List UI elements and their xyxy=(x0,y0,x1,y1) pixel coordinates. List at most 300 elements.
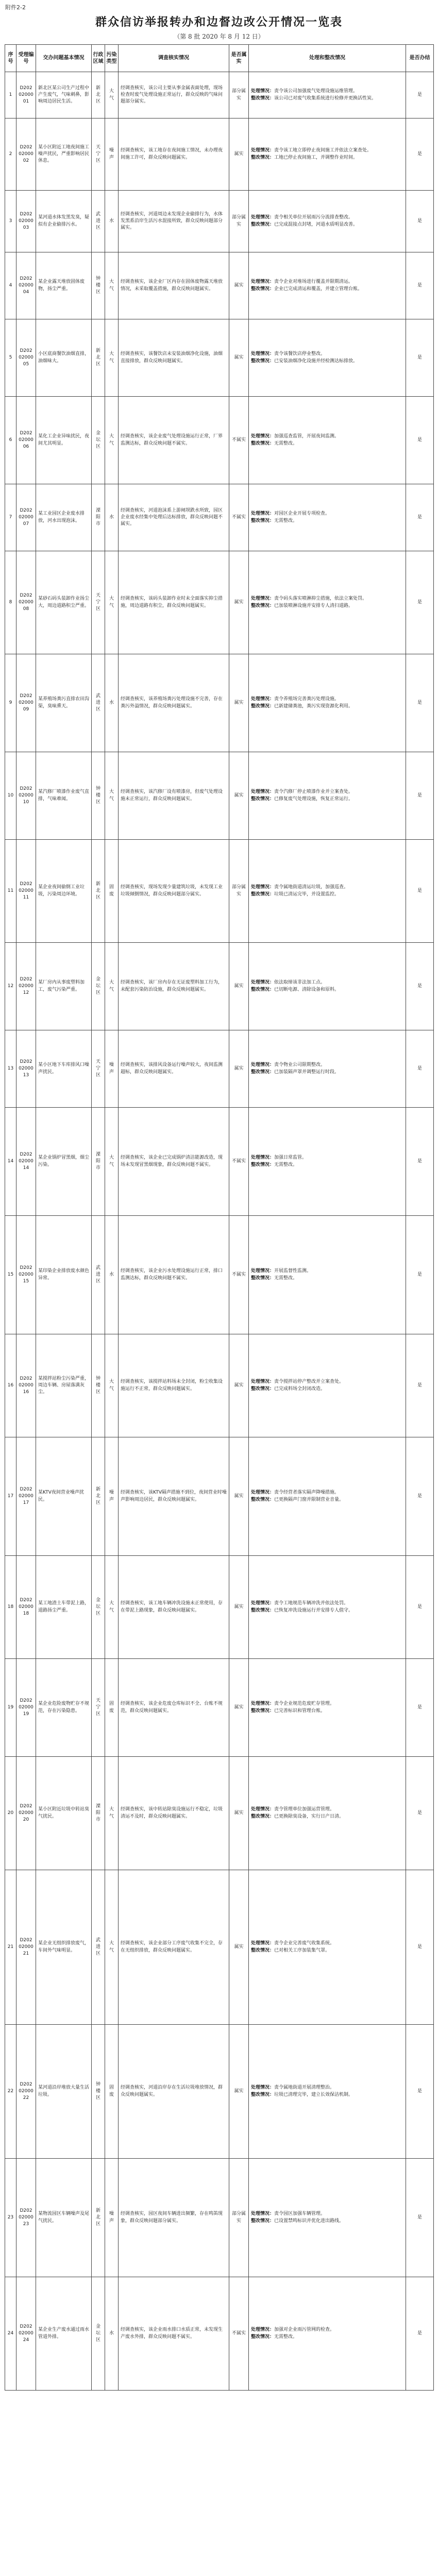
row-problem: 某河道水体发黑发臭，疑似有企业偷排污水。 xyxy=(36,191,92,252)
row-verdict: 部分属实 xyxy=(229,840,249,943)
row-type: 大气 xyxy=(105,752,119,840)
row-type: 固废 xyxy=(105,2025,119,2159)
handle-text: 责令工地规范车辆冲洗并依法处罚。 xyxy=(274,1601,349,1606)
petition-table xyxy=(5,44,434,2391)
handle-label: 处理情况： xyxy=(251,1062,275,1068)
rectify-label: 整改情况： xyxy=(251,358,275,364)
row-findings: 经调查核实，该餐饮店未安装油烟净化设施，油烟直接排放，群众反映问题属实。 xyxy=(119,319,229,397)
table-row xyxy=(5,654,434,752)
handle-label: 处理情况： xyxy=(251,279,275,285)
table-header xyxy=(5,45,434,72)
row-code: D2020200007 xyxy=(16,484,36,551)
row-verdict: 属实 xyxy=(229,1437,249,1556)
rectify-label: 整改情况： xyxy=(251,518,275,523)
rectify-label: 整改情况： xyxy=(251,1275,275,1281)
row-code: D2020200008 xyxy=(16,551,36,654)
table-row xyxy=(5,2277,434,2391)
row-problem: 某企业生产废水通过雨水管道外排。 xyxy=(36,2277,92,2391)
row-district: 新北区 xyxy=(92,840,105,943)
handle-label: 处理情况： xyxy=(251,1701,275,1707)
row-seq: 12 xyxy=(5,943,16,1030)
row-district: 金坛区 xyxy=(92,2277,105,2391)
row-district: 溧阳市 xyxy=(92,1108,105,1216)
row-code: D2020200004 xyxy=(16,252,36,319)
handle-label: 处理情况： xyxy=(251,1807,275,1812)
attachment-label: 附件2-2 xyxy=(5,4,26,11)
row-findings: 经调查核实，该码头装卸作业时未全面落实抑尘措施，周边道路有积尘，群众反映问题属实。 xyxy=(119,551,229,654)
rectify-label: 整改情况： xyxy=(251,1069,275,1075)
row-type: 水 xyxy=(105,191,119,252)
row-closed: 是 xyxy=(406,1334,434,1437)
row-type: 固废 xyxy=(105,1659,119,1757)
row-closed: 是 xyxy=(406,118,434,191)
table-row xyxy=(5,840,434,943)
row-district: 新北区 xyxy=(92,72,105,118)
handle-text: 加强日常监管。 xyxy=(274,1155,307,1161)
row-seq: 18 xyxy=(5,1556,16,1659)
handle-text: 依法取缔该非法加工点。 xyxy=(274,980,326,986)
handle-label: 处理情况： xyxy=(251,434,275,439)
rectify-label: 整改情况： xyxy=(251,95,275,101)
row-handling xyxy=(249,72,406,118)
row-findings: 经调查核实，该工地存在夜间施工情况，未办理夜间施工许可，群众反映问题属实。 xyxy=(119,118,229,191)
rectify-label: 整改情况： xyxy=(251,703,275,709)
row-handling xyxy=(249,943,406,1030)
row-seq: 24 xyxy=(5,2277,16,2391)
row-closed: 是 xyxy=(406,1108,434,1216)
rectify-label: 整改情况： xyxy=(251,1162,275,1167)
row-verdict: 不属实 xyxy=(229,397,249,484)
rectify-text: 该公司已对废气收集系统进行检修并更换活性炭。 xyxy=(274,95,377,101)
row-seq: 20 xyxy=(5,1757,16,1870)
row-type: 水 xyxy=(105,1216,119,1334)
rectify-label: 整改情况： xyxy=(251,2334,275,2340)
handle-label: 处理情况： xyxy=(251,697,275,702)
row-code: D2020200009 xyxy=(16,654,36,752)
row-type: 大气 xyxy=(105,1757,119,1870)
row-handling xyxy=(249,118,406,191)
handle-label: 处理情况： xyxy=(251,1268,275,1274)
header-verdict: 是否属实 xyxy=(229,45,249,72)
row-seq: 19 xyxy=(5,1659,16,1757)
table-row xyxy=(5,252,434,319)
rectify-text: 已切断电源、清除设备和原料。 xyxy=(274,987,340,992)
rectify-label: 整改情况： xyxy=(251,1814,275,1819)
row-type: 大气 xyxy=(105,1556,119,1659)
row-seq: 3 xyxy=(5,191,16,252)
row-type: 大气 xyxy=(105,1870,119,2025)
row-code: D2020200021 xyxy=(16,1870,36,2025)
handle-label: 处理情况： xyxy=(251,511,275,517)
row-type: 大气 xyxy=(105,551,119,654)
row-problem: 某化工企业异味扰民，夜间尤其明显。 xyxy=(36,397,92,484)
row-findings: 经调查核实，该排风设备运行噪声较大，夜间监测超标，群众反映问题属实。 xyxy=(119,1030,229,1108)
header-district: 行政区域 xyxy=(92,45,105,72)
table-row xyxy=(5,1437,434,1556)
handle-text: 责令物业公司限期整改。 xyxy=(274,1062,326,1068)
row-seq: 4 xyxy=(5,252,16,319)
row-verdict: 属实 xyxy=(229,319,249,397)
row-problem: 某河道沿岸堆放大量生活垃圾。 xyxy=(36,2025,92,2159)
row-findings: 经调查核实，现场发现少量建筑垃圾，未发现工业垃圾倾倒情况，群众反映问题部分属实。 xyxy=(119,840,229,943)
row-seq: 14 xyxy=(5,1108,16,1216)
table-row xyxy=(5,1216,434,1334)
table-row xyxy=(5,1757,434,1870)
row-handling xyxy=(249,2025,406,2159)
row-closed: 是 xyxy=(406,191,434,252)
row-verdict: 不属实 xyxy=(229,484,249,551)
table-row xyxy=(5,752,434,840)
row-code: D2020200011 xyxy=(16,840,36,943)
rectify-text: 无需整改。 xyxy=(274,518,298,523)
row-verdict: 属实 xyxy=(229,551,249,654)
row-findings: 经调查核实，该企业部分工序废气收集不完全，存在无组织排放，群众反映问题属实。 xyxy=(119,1870,229,2025)
row-verdict: 属实 xyxy=(229,654,249,752)
row-seq: 5 xyxy=(5,319,16,397)
table-row xyxy=(5,118,434,191)
rectify-label: 整改情况： xyxy=(251,1947,275,1953)
row-handling xyxy=(249,2159,406,2277)
row-handling xyxy=(249,1108,406,1216)
row-problem: 某物流园区车辆噪声及尾气扰民。 xyxy=(36,2159,92,2277)
row-problem: 某工地渣土车带泥上路，道路扬尘严重。 xyxy=(36,1556,92,1659)
row-seq: 2 xyxy=(5,118,16,191)
row-verdict: 属实 xyxy=(229,1030,249,1108)
row-findings: 经调查核实，该企业厂区内存在固体废物露天堆放情况，未采取覆盖措施，群众反映问题属实。 xyxy=(119,252,229,319)
row-district: 金坛区 xyxy=(92,1556,105,1659)
row-findings: 经调查核实，该企业雨水排口水质正常，未发现生产废水外排，群众反映问题不属实。 xyxy=(119,2277,229,2391)
header-closed: 是否办结 xyxy=(406,45,434,72)
handle-text: 开展监督性监测。 xyxy=(274,1268,312,1274)
row-problem: 某小区附近垃圾中转站臭气扰民。 xyxy=(36,1757,92,1870)
row-problem: 某企业锅炉冒黑烟，烟尘污染。 xyxy=(36,1108,92,1216)
row-verdict: 部分属实 xyxy=(229,191,249,252)
row-code: D2020200020 xyxy=(16,1757,36,1870)
rectify-text: 已加装喷淋设施并安排专人清扫道路。 xyxy=(274,603,353,608)
rectify-label: 整改情况： xyxy=(251,1386,275,1392)
handle-text: 责令属地街道清运垃圾，加强巡查。 xyxy=(274,885,349,890)
row-closed: 是 xyxy=(406,1216,434,1334)
row-problem: 某砂石码头装卸作业扬尘大，周边道路积尘严重。 xyxy=(36,551,92,654)
handle-label: 处理情况： xyxy=(251,1941,275,1946)
row-findings: 经调查核实，该KTV隔声措施不到位，夜间营业时噪声影响周边居民，群众反映问题属实。 xyxy=(119,1437,229,1556)
handle-label: 处理情况： xyxy=(251,215,275,221)
handle-text: 责令经营者落实隔声降噪措施。 xyxy=(274,1490,340,1496)
rectify-text: 工地已停止夜间施工，并调整作业时间。 xyxy=(274,155,358,160)
row-district: 武进区 xyxy=(92,1216,105,1334)
table-row xyxy=(5,397,434,484)
row-closed: 是 xyxy=(406,1870,434,2025)
row-code: D2020200003 xyxy=(16,191,36,252)
rectify-text: 已加装隔声罩并调整运行时段。 xyxy=(274,1069,340,1075)
handle-label: 处理情况： xyxy=(251,1490,275,1496)
rectify-text: 已新建储粪池，粪污实现资源化利用。 xyxy=(274,703,353,709)
row-handling xyxy=(249,319,406,397)
row-district: 武进区 xyxy=(92,191,105,252)
row-verdict: 属实 xyxy=(229,1334,249,1437)
rectify-text: 已恢复冲洗设施运行并安排专人值守。 xyxy=(274,1607,353,1613)
table-row xyxy=(5,1108,434,1216)
handle-label: 处理情况： xyxy=(251,789,275,795)
handle-text: 责令管理单位加强运营管理。 xyxy=(274,1807,335,1812)
row-type: 大气 xyxy=(105,252,119,319)
row-verdict: 不属实 xyxy=(229,2277,249,2391)
handle-label: 处理情况： xyxy=(251,596,275,602)
row-code: D2020200006 xyxy=(16,397,36,484)
rectify-label: 整改情况： xyxy=(251,987,275,992)
rectify-text: 已设置禁鸣标识并优化进出路线。 xyxy=(274,2218,344,2224)
row-district: 新北区 xyxy=(92,1437,105,1556)
row-seq: 15 xyxy=(5,1216,16,1334)
row-district: 溧阳市 xyxy=(92,1757,105,1870)
row-findings: 经调查核实，该搅拌站料场未全封闭，粉尘收集设施运行不正常，群众反映问题属实。 xyxy=(119,1334,229,1437)
row-closed: 是 xyxy=(406,484,434,551)
rectify-text: 已完成混接点封堵，河道水质明显改善。 xyxy=(274,222,358,227)
row-seq: 8 xyxy=(5,551,16,654)
row-closed: 是 xyxy=(406,2159,434,2277)
row-seq: 6 xyxy=(5,397,16,484)
handle-text: 责令码头落实喷淋抑尘措施，依法立案处罚。 xyxy=(274,596,367,602)
row-findings: 经调查核实，该企业污水处理设施运行正常，排口监测达标，群众反映问题不属实。 xyxy=(119,1216,229,1334)
header-seq: 序号 xyxy=(5,45,16,72)
handle-label: 处理情况： xyxy=(251,885,275,890)
row-findings: 经调查核实，该中转站除臭设施运行不稳定，垃圾清运不及时，群众反映问题属实。 xyxy=(119,1757,229,1870)
handle-text: 责令该公司加强废气处理设施运维管理。 xyxy=(274,89,358,94)
handle-label: 处理情况： xyxy=(251,1379,275,1385)
row-type: 水 xyxy=(105,2277,119,2391)
row-handling xyxy=(249,1437,406,1556)
header-code: 受理编号 xyxy=(16,45,36,72)
rectify-text: 已修复废气处理设施，恢复正常运行。 xyxy=(274,796,353,802)
row-handling xyxy=(249,1659,406,1757)
rectify-label: 整改情况： xyxy=(251,891,275,897)
row-problem: 某企业夜间偷倒工业垃圾，污染周边环境。 xyxy=(36,840,92,943)
row-handling xyxy=(249,752,406,840)
document-title: 群众信访举报转办和边督边改公开情况一览表 xyxy=(95,15,343,29)
table-row xyxy=(5,319,434,397)
row-district: 天宁区 xyxy=(92,551,105,654)
rectify-text: 已安装油烟净化设施并经检测达标排放。 xyxy=(274,358,358,364)
table-row xyxy=(5,484,434,551)
table-row xyxy=(5,2159,434,2277)
header-findings: 调查核实情况 xyxy=(119,45,229,72)
rectify-label: 整改情况： xyxy=(251,286,275,292)
handle-label: 处理情况： xyxy=(251,2211,275,2217)
row-type: 大气 xyxy=(105,943,119,1030)
handle-label: 处理情况： xyxy=(251,980,275,986)
row-findings: 经调查核实，该养殖场粪污处理设施不完善，存在粪污外溢情况，群众反映问题属实。 xyxy=(119,654,229,752)
row-problem: 某搅拌站粉尘污染严重，周边车辆、房屋落满灰尘。 xyxy=(36,1334,92,1437)
table-row xyxy=(5,551,434,654)
row-type: 大气 xyxy=(105,397,119,484)
row-verdict: 部分属实 xyxy=(229,72,249,118)
row-district: 钟楼区 xyxy=(92,752,105,840)
handle-text: 责令该工地立即停止夜间施工并依法立案查处。 xyxy=(274,148,372,154)
row-problem: 某厂房内从事废塑料加工，废气污染严重。 xyxy=(36,943,92,1030)
row-closed: 是 xyxy=(406,654,434,752)
row-verdict: 不属实 xyxy=(229,1216,249,1334)
row-type: 大气 xyxy=(105,1108,119,1216)
row-verdict: 属实 xyxy=(229,752,249,840)
handle-text: 责令养殖场完善粪污处理设施。 xyxy=(274,697,340,702)
row-seq: 21 xyxy=(5,1870,16,2025)
row-verdict: 属实 xyxy=(229,1556,249,1659)
rectify-label: 整改情况： xyxy=(251,222,275,227)
row-code: D2020200015 xyxy=(16,1216,36,1334)
table-row xyxy=(5,2025,434,2159)
row-problem: 小区底商餐饮油烟直排，油烟味大。 xyxy=(36,319,92,397)
row-type: 噪声 xyxy=(105,118,119,191)
row-closed: 是 xyxy=(406,2277,434,2391)
row-problem: 某工业园区企业废水排放，河水出现泡沫。 xyxy=(36,484,92,551)
handle-text: 责令园区加强车辆管理。 xyxy=(274,2211,326,2217)
row-closed: 是 xyxy=(406,943,434,1030)
header-row xyxy=(5,45,434,72)
row-problem: 新北区某公司生产过程中产生废气，气味刺鼻，影响周边居民生活。 xyxy=(36,72,92,118)
row-seq: 9 xyxy=(5,654,16,752)
rectify-text: 垃圾已清理完毕，建立长效保洁机制。 xyxy=(274,2092,353,2097)
row-closed: 是 xyxy=(406,252,434,319)
rectify-text: 企业已完成清运和覆盖，并建立管理台账。 xyxy=(274,286,363,292)
table-row xyxy=(5,943,434,1030)
handle-label: 处理情况： xyxy=(251,2327,275,2333)
rectify-text: 已更换隔声门窗并限制营业音量。 xyxy=(274,1497,344,1502)
row-code: D2020200023 xyxy=(16,2159,36,2277)
row-seq: 1 xyxy=(5,72,16,118)
handle-text: 加强对企业雨污管网的检查。 xyxy=(274,2327,335,2333)
row-code: D2020200010 xyxy=(16,752,36,840)
rectify-text: 已更换除臭设备，实行日产日清。 xyxy=(274,1814,344,1819)
row-type: 大气 xyxy=(105,1334,119,1437)
rectify-label: 整改情况： xyxy=(251,1497,275,1502)
rectify-label: 整改情况： xyxy=(251,155,275,160)
row-closed: 是 xyxy=(406,840,434,943)
rectify-text: 垃圾已清运完毕，并设置监控。 xyxy=(274,891,340,897)
row-problem: 某汽修厂喷漆作业废气直排，气味难闻。 xyxy=(36,752,92,840)
row-district: 金坛区 xyxy=(92,397,105,484)
row-findings: 经调查核实，该厂房内存在无证废塑料加工行为，未配套污染防治设施，群众反映问题属实。 xyxy=(119,943,229,1030)
row-closed: 是 xyxy=(406,1659,434,1757)
row-type: 大气 xyxy=(105,319,119,397)
row-code: D2020200018 xyxy=(16,1556,36,1659)
row-seq: 17 xyxy=(5,1437,16,1556)
row-code: D2020200005 xyxy=(16,319,36,397)
handle-text: 责令该餐饮店停业整改。 xyxy=(274,351,326,357)
rectify-text: 已完善标识和管理台账。 xyxy=(274,1708,326,1714)
table-row xyxy=(5,191,434,252)
row-code: D2020200001 xyxy=(16,72,36,118)
row-district: 钟楼区 xyxy=(92,252,105,319)
table-row xyxy=(5,1334,434,1437)
row-handling xyxy=(249,1030,406,1108)
handle-label: 处理情况： xyxy=(251,1601,275,1606)
row-closed: 是 xyxy=(406,319,434,397)
row-handling xyxy=(249,1757,406,1870)
row-findings: 经调查核实，该企业废气处理设施运行正常，厂界监测达标，群众反映问题不属实。 xyxy=(119,397,229,484)
rectify-label: 整改情况： xyxy=(251,603,275,608)
row-code: D2020200022 xyxy=(16,2025,36,2159)
row-findings: 经调查核实，该汽修厂设有喷漆房，但废气处理设施未正常运行，群众反映问题属实。 xyxy=(119,752,229,840)
handle-text: 责令相关单位开展雨污分流排查整改。 xyxy=(274,215,353,221)
row-code: D2020200012 xyxy=(16,943,36,1030)
handle-text: 责令企业完善废气收集系统。 xyxy=(274,1941,335,1946)
row-findings: 经调查核实，园区夜间车辆进出频繁，存在鸣笛现象，群众反映问题部分属实。 xyxy=(119,2159,229,2277)
handle-text: 责令企业对堆场进行覆盖并限期清运。 xyxy=(274,279,353,285)
row-type: 水 xyxy=(105,654,119,752)
row-code: D2020200013 xyxy=(16,1030,36,1108)
row-seq: 23 xyxy=(5,2159,16,2277)
row-handling xyxy=(249,551,406,654)
row-district: 天宁区 xyxy=(92,118,105,191)
row-type: 噪声 xyxy=(105,2159,119,2277)
handle-label: 处理情况： xyxy=(251,1155,275,1161)
row-district: 钟楼区 xyxy=(92,2025,105,2159)
row-closed: 是 xyxy=(406,72,434,118)
row-code: D2020200019 xyxy=(16,1659,36,1757)
row-code: D2020200017 xyxy=(16,1437,36,1556)
row-problem: 某小区地下车库排风口噪声扰民。 xyxy=(36,1030,92,1108)
row-seq: 7 xyxy=(5,484,16,551)
row-closed: 是 xyxy=(406,752,434,840)
rectify-text: 无需整改。 xyxy=(274,1162,298,1167)
row-type: 噪声 xyxy=(105,1437,119,1556)
table-body xyxy=(5,72,434,2391)
rectify-text: 无需整改。 xyxy=(274,440,298,446)
handle-label: 处理情况： xyxy=(251,148,275,154)
handle-label: 处理情况： xyxy=(251,351,275,357)
row-closed: 是 xyxy=(406,397,434,484)
batch-date-subtitle: （第 8 批 2020 年 8 月 12 日） xyxy=(174,33,264,40)
row-verdict: 属实 xyxy=(229,1870,249,2025)
row-code: D2020200024 xyxy=(16,2277,36,2391)
row-handling xyxy=(249,1870,406,2025)
rectify-label: 整改情况： xyxy=(251,796,275,802)
row-handling xyxy=(249,1216,406,1334)
row-findings: 经调查核实，河道泡沫系上游闸坝跌水所致，园区企业废水经集中处理后达标排放，群众反映问题不属实。 xyxy=(119,484,229,551)
row-handling xyxy=(249,1556,406,1659)
row-verdict: 部分属实 xyxy=(229,2159,249,2277)
row-type: 水 xyxy=(105,484,119,551)
row-district: 钟楼区 xyxy=(92,1334,105,1437)
table-row xyxy=(5,1030,434,1108)
row-problem: 某企业露天堆放固体废物，扬尘严重。 xyxy=(36,252,92,319)
row-seq: 22 xyxy=(5,2025,16,2159)
handle-label: 处理情况： xyxy=(251,89,275,94)
row-closed: 是 xyxy=(406,1030,434,1108)
row-problem: 某养殖场粪污直排农田沟渠，臭味熏天。 xyxy=(36,654,92,752)
row-findings: 经调查核实，河道周边未发现企业偷排行为，水体发黑系沿岸生活污水混接所致，群众反映问题部分属实。 xyxy=(119,191,229,252)
row-code: D2020200014 xyxy=(16,1108,36,1216)
handle-text: 责令属地街道开展清理整治。 xyxy=(274,2085,335,2091)
row-district: 新北区 xyxy=(92,319,105,397)
rectify-label: 整改情况： xyxy=(251,440,275,446)
row-handling xyxy=(249,1334,406,1437)
row-code: D2020200016 xyxy=(16,1334,36,1437)
row-type: 大气 xyxy=(105,72,119,118)
row-verdict: 属实 xyxy=(229,943,249,1030)
rectify-label: 整改情况： xyxy=(251,2092,275,2097)
rectify-label: 整改情况： xyxy=(251,1708,275,1714)
row-type: 固废 xyxy=(105,840,119,943)
row-handling xyxy=(249,654,406,752)
row-findings: 经调查核实，该企业危废仓库标识不全、台账不规范，群众反映问题属实。 xyxy=(119,1659,229,1757)
row-district: 天宁区 xyxy=(92,1659,105,1757)
rectify-text: 已对相关工序加装集气罩。 xyxy=(274,1947,330,1953)
handle-text: 责令企业规范危废贮存管理。 xyxy=(274,1701,335,1707)
row-verdict: 属实 xyxy=(229,118,249,191)
row-problem: 某小区附近工地夜间施工噪声扰民，严重影响居民休息。 xyxy=(36,118,92,191)
row-closed: 是 xyxy=(406,2025,434,2159)
